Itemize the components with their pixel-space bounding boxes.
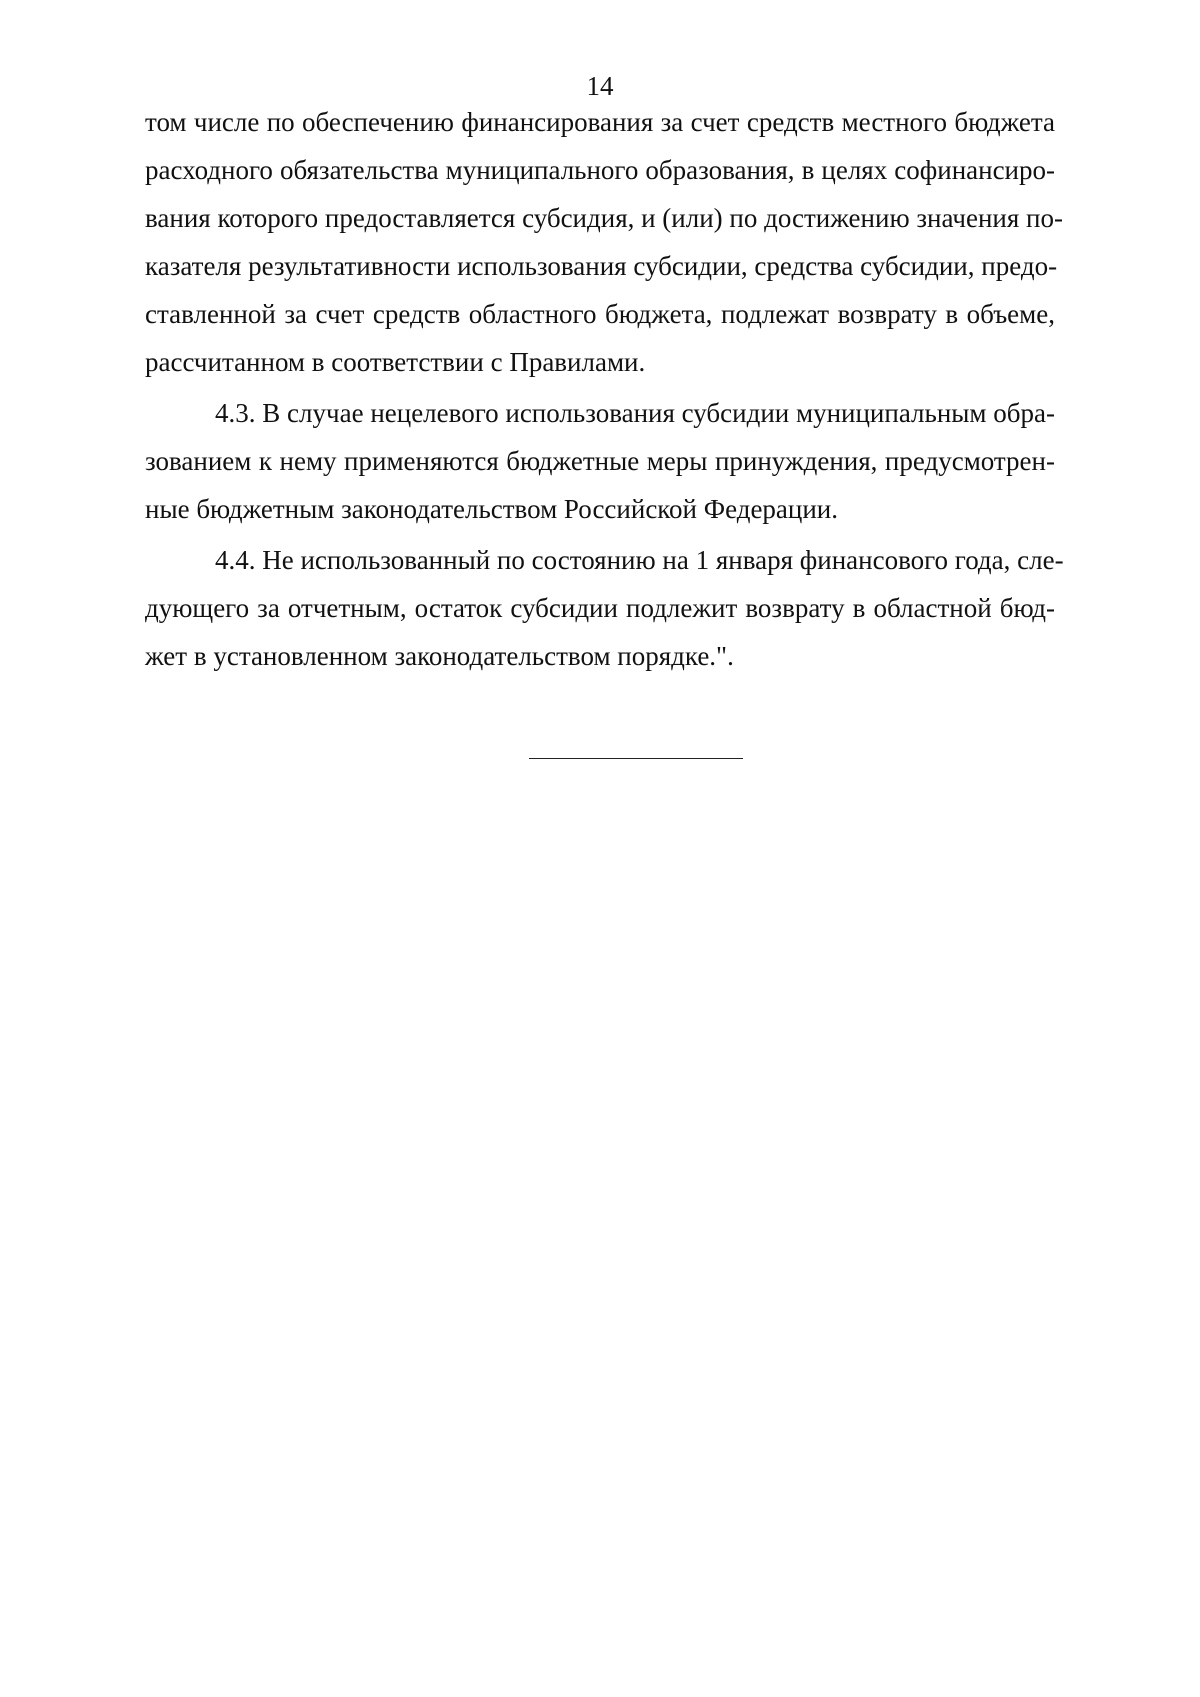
- document-body: [145, 102, 1064, 687]
- text-line: ные бюджетным законодательством Российской Федерации.: [145, 494, 839, 524]
- text-line: 4.3. В случае нецелевого использования субсидии муниципальным обра-: [215, 398, 1055, 428]
- text-line: расходного обязательства муниципального образования, в целях софинансиро-: [145, 155, 1055, 185]
- text-line: казателя результативности использования субсидии, средства субсидии, предо-: [145, 251, 1058, 281]
- text-line: рассчитанном в соответствии с Правилами.: [145, 347, 646, 377]
- text-line: жет в установленном законодательством порядке.".: [145, 641, 734, 671]
- paragraph-continuation: [145, 102, 1063, 390]
- text-line: 4.4. Не использованный по состоянию на 1 января финансового года, сле-: [215, 545, 1064, 575]
- text-line: дующего за отчетным, остаток субсидии подлежит возврату в областной бюд-: [145, 593, 1055, 623]
- text-line: том числе по обеспечению финансирования за счет средств местного бюджета: [145, 107, 1055, 137]
- paragraph-4-3: [145, 393, 1055, 537]
- text-line: зованием к нему применяются бюджетные меры принуждения, предусмотрен-: [145, 446, 1055, 476]
- paragraph-4-4: [145, 540, 1064, 684]
- text-line: ставленной за счет средств областного бюджета, подлежат возврату в объеме,: [145, 299, 1055, 329]
- text-line: вания которого предоставляется субсидия, и (или) по достижению значения по-: [145, 203, 1063, 233]
- end-of-document-rule: [529, 758, 743, 759]
- page-number: 14: [586, 71, 614, 101]
